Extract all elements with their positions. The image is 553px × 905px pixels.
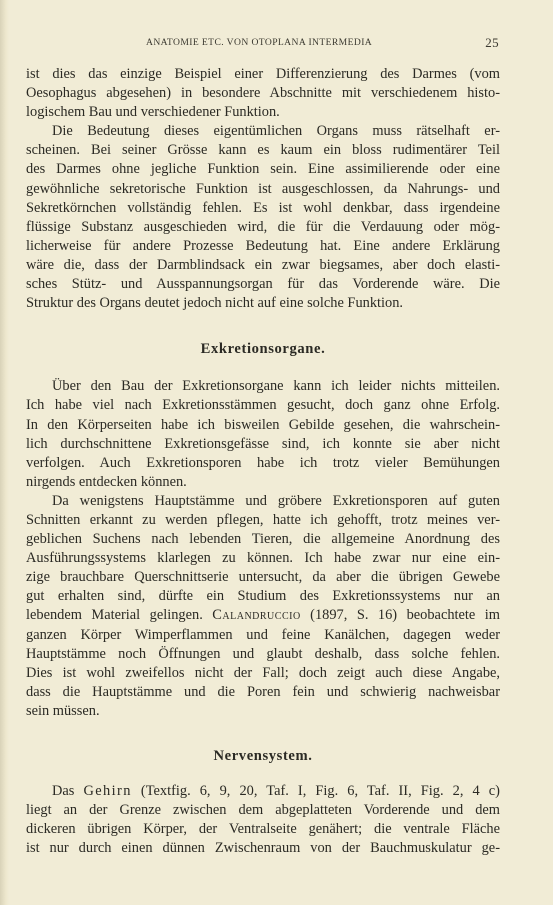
text-line (26, 782, 500, 801)
paragraph-exkretion-intro (26, 377, 500, 492)
text-line: sein müssen. (26, 702, 100, 719)
text-line: nirgends entdecken können. (26, 473, 187, 490)
page-body (26, 65, 500, 858)
text-line: Da wenigstens Hauptstämme und gröbere Exkretionsporen auf guten (52, 492, 500, 509)
text-line: Sekretkörnchen vollständig fehlen. Es ist wohl denkbar, dass irgendeine (26, 199, 500, 216)
text-line: logischem Bau und verschiedener Funktion. (26, 104, 280, 121)
text-line: sches Stütz- und Ausspannungsorgan für das Vorderende wäre. Die (26, 276, 500, 293)
author-name: Calandruccio (212, 607, 301, 624)
text-line: scheinen. Bei seiner Grösse kann es kaum ein bloss rudimentärer Teil (26, 142, 500, 159)
text-line: geblichen Suchens nach lebenden Tieren, die allgemeine Anordnung des (26, 531, 500, 548)
text-line: Ich habe viel nach Exkretionsstämmen gesucht, doch ganz ohne Erfolg. (26, 397, 500, 414)
text-line: dickeren übrigen Körper, der Ventralseite genähert; die ventrale Fläche (26, 821, 500, 838)
emphasized-term: Gehirn (83, 783, 132, 800)
text-fragment: (1897, S. 16) beobachtete im (310, 607, 500, 624)
paragraph-exkretion-detail (26, 492, 500, 721)
text-fragment: (Textfig. 6, 9, 20, Taf. I, Fig. 6, Taf. II, Fig. 2, 4 c) (140, 783, 500, 800)
text-line: Dies ist wohl zweifellos nicht der Fall; doch zeigt auch diese Angabe, (26, 664, 500, 681)
text-line: lich durchschnittene Exkretionsgefässe sind, ich konnte sie aber nicht (26, 435, 500, 452)
paragraph-darm-function (26, 122, 500, 313)
text-line: liegt an der Grenze zwischen dem abgeplatteten Vorderende und dem (26, 802, 500, 819)
page-gutter (0, 0, 9, 905)
paragraph-continuation (26, 65, 500, 122)
text-line: des Darmes ohne jegliche Funktion sein. Eine assimilierende oder eine (26, 161, 500, 178)
text-fragment: lebendem Material gelingen. (26, 607, 203, 624)
text-line: gewöhnliche sekretorische Funktion ist ausgeschlossen, da Nahrungs- und (26, 180, 500, 197)
section-heading-nervensystem: Nervensystem. (213, 748, 313, 764)
text-line: licherweise für andere Prozesse Bedeutung hat. Eine andere Erklärung (26, 237, 500, 254)
text-line: dass die Hauptstämme und die Poren fein und schwierig nachweisbar (26, 683, 500, 700)
page-number: 25 (485, 35, 499, 50)
text-line: Ausführungssystems klarlegen zu können. Ich habe zwar nur eine ein- (26, 550, 500, 567)
text-line: ist nur durch einen dünnen Zwischenraum von der Bauchmuskulatur ge- (26, 840, 500, 857)
text-fragment: Das (52, 783, 75, 800)
text-line: Die Bedeutung dieses eigentümlichen Organs muss rätselhaft er- (52, 123, 500, 140)
text-line (26, 606, 500, 625)
text-line: gut erhalten sind, dürfte ein Studium des Exkretionssystems nur an (26, 588, 500, 605)
text-line: Über den Bau der Exkretionsorgane kann ich leider nichts mitteilen. (52, 378, 500, 395)
text-line: ganzen Körper Wimperflammen und feine Kanälchen, dagegen weder (26, 626, 500, 643)
text-line: Hauptstämme noch Öffnungen und glaubt deshalb, dass solche fehlen. (26, 645, 500, 662)
text-line: wäre die, dass der Darmblindsack ein zwar biegsames, aber doch elasti- (26, 256, 500, 273)
running-title: ANATOMIE ETC. VON OTOPLANA INTERMEDIA (146, 37, 373, 48)
text-line: flüssige Substanz ausgeschieden wird, die für die Verdauung oder mög- (26, 218, 500, 235)
section-heading-exkretionsorgane: Exkretionsorgane. (200, 341, 326, 358)
text-line: Struktur des Organs deutet jedoch nicht auf eine solche Funktion. (26, 295, 404, 312)
text-line: In den Körperseiten habe ich bisweilen Gebilde gesehen, die wahrschein- (26, 416, 500, 433)
text-line: Oesophagus abgesehen) in besondere Abschnitte mit verschiedenem histo- (26, 85, 500, 102)
text-line: zige brauchbare Querschnittserie untersucht, da aber die übrigen Gewebe (26, 569, 500, 586)
text-line: verfolgen. Auch Exkretionsporen habe ich trotz vieler Bemühungen (26, 454, 500, 471)
text-line: Schnitten erkannt zu werden pflegen, hatte ich gehofft, trotz meines ver- (26, 511, 500, 528)
paragraph-gehirn (26, 782, 500, 858)
text-line: ist dies das einzige Beispiel einer Differenzierung des Darmes (vom (26, 66, 500, 82)
